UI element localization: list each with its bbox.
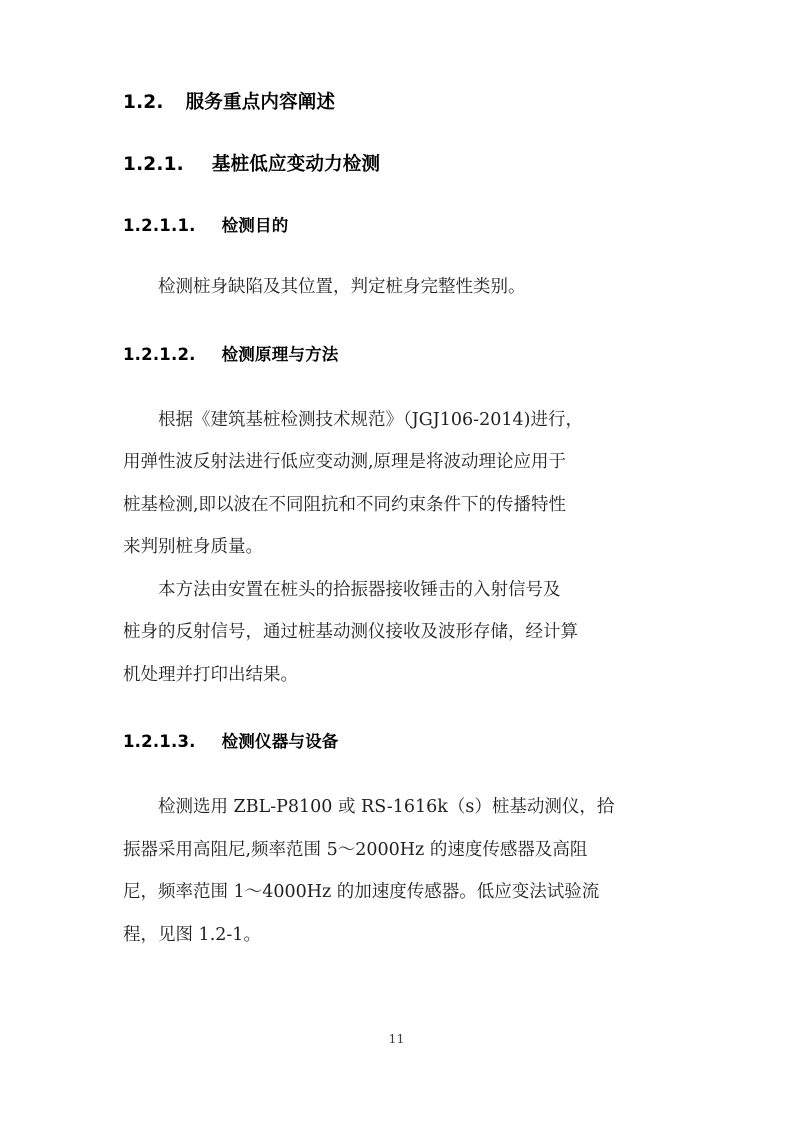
- heading-1-2-1-2-title: 检测原理与方法: [221, 344, 339, 364]
- paragraph-line: 桩基检测,即以波在不同阻抗和不同约束条件下的传播特性: [123, 494, 567, 515]
- paragraph-line: 检测选用 ZBL-P8100 或 RS-1616k（s）桩基动测仪，拾: [158, 797, 615, 817]
- heading-1-2-1-2: [123, 341, 673, 365]
- paragraph-principle-2: [123, 569, 673, 697]
- heading-1-2: [123, 88, 673, 114]
- paragraph-principle-1: [123, 399, 673, 569]
- page-content: [123, 88, 673, 956]
- paragraph-purpose: [123, 266, 673, 309]
- paragraph-line: 桩身的反射信号，通过桩基动测仪接收及波形存储，经计算: [123, 622, 578, 642]
- paragraph-line: 用弹性波反射法进行低应变动测,原理是将波动理论应用于: [123, 452, 567, 472]
- heading-1-2-1-title: 基桩低应变动力检测: [211, 154, 381, 175]
- heading-1-2-1-1: [123, 212, 673, 236]
- paragraph-line: 根据《建筑基桩检测技术规范》（JGJ106-2014)进行，: [158, 409, 583, 430]
- paragraph-line: 尼，频率范围 1～4000Hz 的加速度传感器。低应变法试验流: [123, 882, 600, 902]
- paragraph-line: 检测桩身缺陷及其位置，判定桩身完整性类别。: [158, 277, 526, 297]
- paragraph-equipment: [123, 786, 673, 956]
- heading-1-2-1: [123, 150, 673, 176]
- heading-1-2-1-number: 1.2.1.: [123, 154, 184, 175]
- page-number-footer: 11: [388, 1031, 405, 1046]
- heading-1-2-1-1-number: 1.2.1.1.: [123, 216, 196, 235]
- heading-1-2-1-3: [123, 728, 673, 752]
- heading-1-2-1-2-number: 1.2.1.2.: [123, 344, 196, 364]
- heading-1-2-number: 1.2.: [123, 92, 164, 113]
- heading-1-2-1-3-title: 检测仪器与设备: [221, 732, 339, 751]
- paragraph-line: 来判别桩身质量。: [123, 537, 263, 557]
- heading-1-2-1-3-number: 1.2.1.3.: [123, 732, 196, 751]
- paragraph-line: 程，见图 1.2-1。: [123, 924, 261, 945]
- heading-1-2-title: 服务重点内容阐述: [185, 92, 336, 113]
- paragraph-line: 本方法由安置在桩头的拾振器接收锤击的入射信号及: [158, 579, 561, 600]
- heading-1-2-1-1-title: 检测目的: [221, 216, 289, 235]
- paragraph-line: 振器采用高阻尼,频率范围 5～2000Hz 的速度传感器及高阻: [123, 839, 588, 860]
- paragraph-line: 机处理并打印出结果。: [123, 664, 298, 685]
